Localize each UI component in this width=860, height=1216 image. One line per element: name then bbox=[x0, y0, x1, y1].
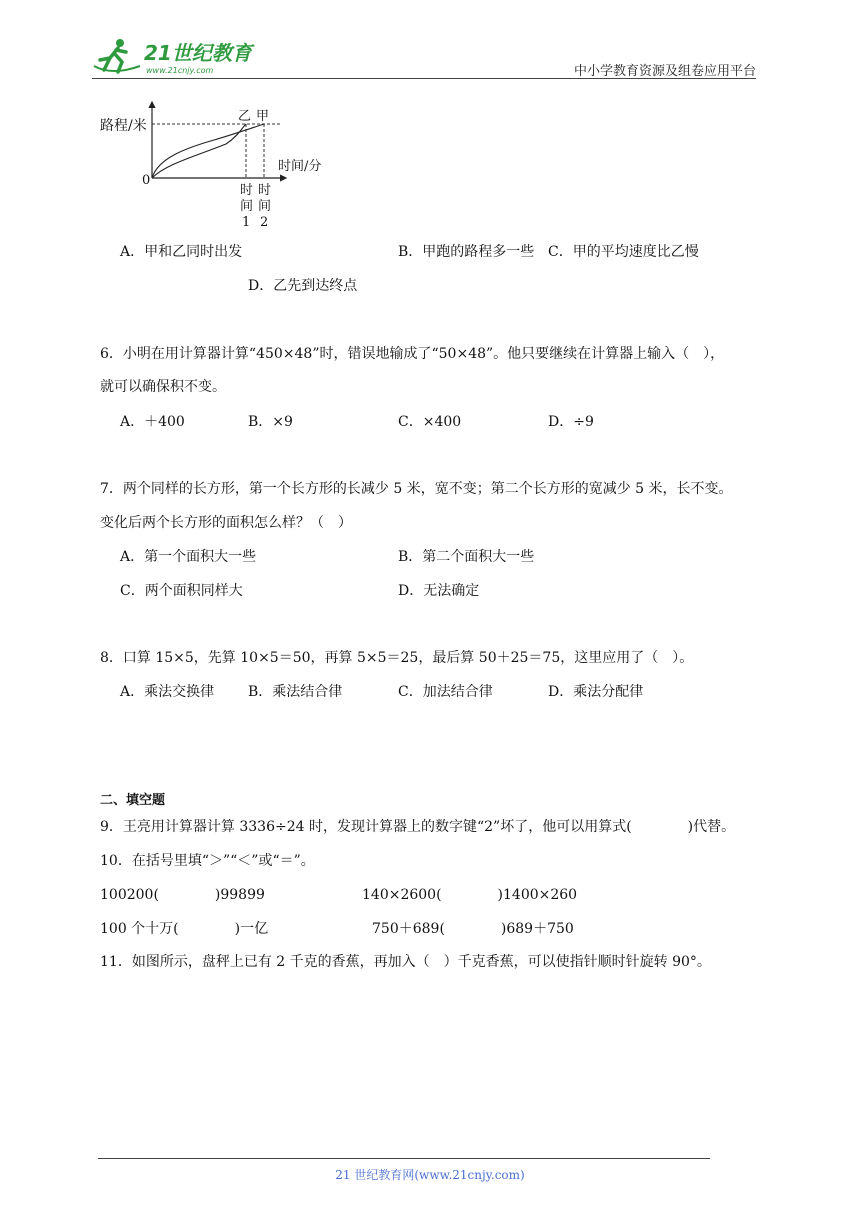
q8-option-c: C．加法结合律 bbox=[398, 684, 493, 700]
q6-option-d: D．÷9 bbox=[548, 414, 594, 430]
footer-rule bbox=[98, 1158, 710, 1159]
q7-option-b: B．第二个面积大一些 bbox=[398, 549, 535, 565]
q7-line1: 7．两个同样的长方形，第一个长方形的长减少 5 米，宽不变；第二个长方形的宽减少 5 米，长不变。 bbox=[100, 481, 733, 497]
q10-item: 100200( )99899 bbox=[100, 887, 265, 903]
q10-line1: 10．在括号里填“＞”“＜”或“＝”。 bbox=[100, 853, 315, 869]
q5-option-a: A．甲和乙同时出发 bbox=[120, 244, 243, 260]
q7-option-c: C．两个面积同样大 bbox=[120, 583, 243, 599]
q5-option-b: B．甲跑的路程多一些 bbox=[398, 244, 535, 260]
graph-ylabel: 路程/米 bbox=[100, 118, 147, 134]
q6-option-a: A．＋400 bbox=[120, 414, 185, 430]
q7-option-a: A．第一个面积大一些 bbox=[120, 549, 257, 565]
header-rule bbox=[92, 78, 756, 79]
q9-line1: 9．王亮用计算器计算 3336÷24 时，发现计算器上的数字键“2”坏了，他可以用算式( )代替。 bbox=[100, 819, 736, 835]
q7-line2: 变化后两个长方形的面积怎么样？（ ） bbox=[100, 515, 352, 531]
q8-option-d: D．乘法分配律 bbox=[548, 684, 644, 700]
graph-t2-char: 时 bbox=[258, 183, 272, 198]
q6-option-b: B．×9 bbox=[248, 414, 293, 430]
site-title: 中小学教育资源及组卷应用平台 bbox=[574, 64, 757, 79]
q10-item: 140×2600( )1400×260 bbox=[362, 887, 578, 903]
q8-line1: 8．口算 15×5，先算 10×5＝50，再算 5×5＝25，最后算 50＋25＝75，这里应用了（ ）。 bbox=[100, 650, 694, 666]
q5-option-c: C．甲的平均速度比乙慢 bbox=[548, 244, 699, 260]
q8-option-b: B．乘法结合律 bbox=[248, 684, 343, 700]
graph-xlabel: 时间/分 bbox=[278, 159, 322, 174]
graph-t2-char: 2 bbox=[260, 215, 269, 230]
q6-line2: 就可以确保积不变。 bbox=[100, 379, 226, 395]
graph-t1-char: 时 bbox=[240, 183, 254, 198]
logo-text: 21世纪教育 bbox=[144, 41, 252, 65]
graph-t1-char: 间 bbox=[240, 199, 254, 214]
q11-line1: 11．如图所示，盘秤上已有 2 千克的香蕉，再加入（ ）千克香蕉，可以使指针顺时针旋转 90°。 bbox=[100, 954, 711, 970]
section-title: 二、填空题 bbox=[100, 793, 166, 808]
graph-t1-char: 1 bbox=[242, 215, 251, 230]
q5-option-d: D．乙先到达终点 bbox=[248, 278, 358, 294]
q10-item: 750＋689( )689＋750 bbox=[372, 921, 574, 937]
distance-time-graph bbox=[96, 96, 336, 236]
graph-origin: 0 bbox=[142, 173, 151, 188]
q6-option-c: C．×400 bbox=[398, 414, 462, 430]
graph-t2-char: 间 bbox=[258, 199, 272, 214]
footer-link[interactable]: 21 世纪教育网(www.21cnjy.com) bbox=[335, 1168, 525, 1182]
site-logo bbox=[92, 36, 262, 76]
q8-option-a: A．乘法交换律 bbox=[120, 684, 215, 700]
curve-yi bbox=[152, 124, 246, 178]
q10-item: 100 个十万( )一亿 bbox=[100, 921, 269, 937]
graph-label-jia: 甲 bbox=[256, 109, 270, 124]
logo-url: www.21cnjy.com bbox=[146, 66, 214, 75]
q7-option-d: D．无法确定 bbox=[398, 583, 480, 599]
graph-label-yi: 乙 bbox=[238, 109, 252, 124]
runner-icon bbox=[94, 39, 140, 72]
q6-line1: 6．小明在用计算器计算“450×48”时，错误地输成了“50×48”。他只要继续在计算器上输入（ ）， bbox=[100, 346, 725, 362]
